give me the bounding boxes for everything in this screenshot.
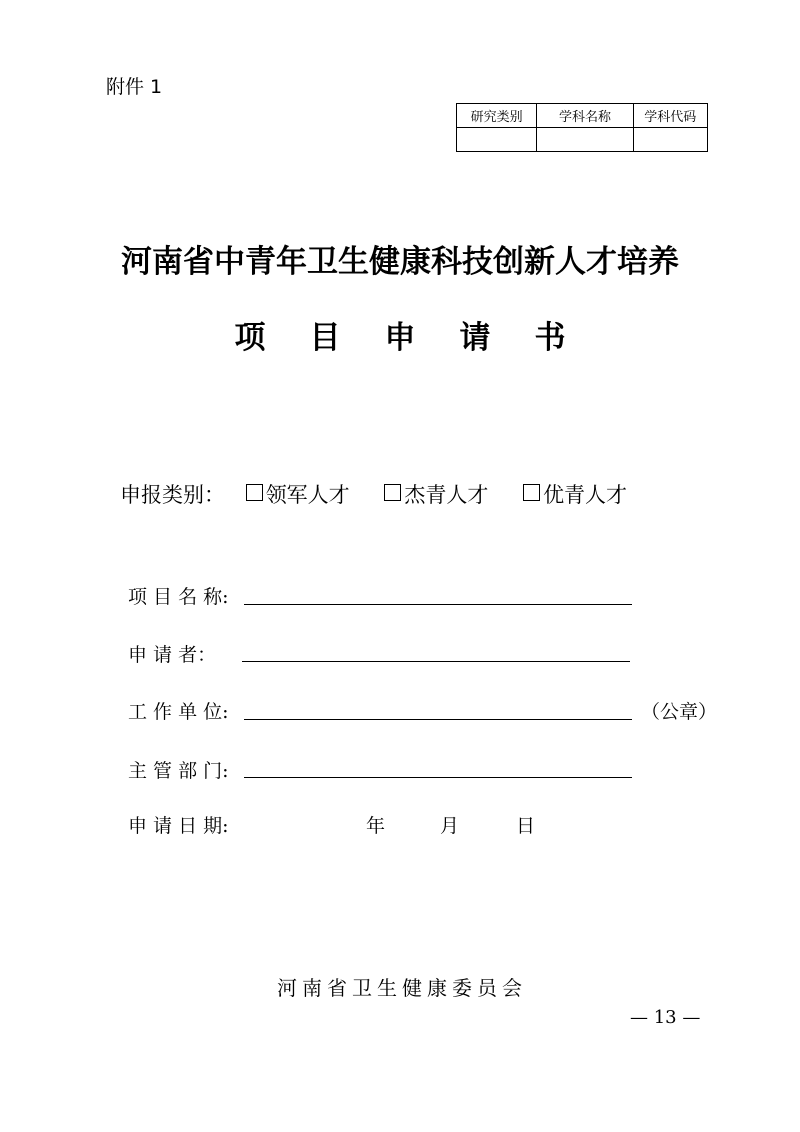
category-option-outstanding-youth[interactable] [384, 483, 488, 507]
application-category [120, 479, 627, 509]
subtitle-char: 申 [384, 320, 416, 356]
discipline-name-cell[interactable] [537, 128, 633, 152]
supervisor-field[interactable] [244, 777, 632, 778]
category-option-leading[interactable] [246, 483, 350, 507]
research-category-header: 研究类别 [457, 104, 537, 128]
category-option-excellent-youth[interactable] [523, 483, 627, 507]
subtitle-char: 请 [459, 320, 491, 356]
checkbox-icon[interactable] [246, 484, 263, 501]
application-date-label: 申 请 日 期: [128, 815, 229, 837]
option-label: 优青人才 [543, 483, 628, 507]
work-unit-label: 工 作 单 位: [128, 701, 229, 723]
classification-header-row [457, 104, 708, 128]
page-number: — 13 — [630, 1007, 701, 1028]
discipline-code-header: 学科代码 [633, 104, 707, 128]
discipline-code-cell[interactable] [633, 128, 707, 152]
date-year-label: 年 [366, 815, 386, 837]
issuing-authority: 河南省卫生健康委员会 [277, 976, 527, 1000]
attachment-label: 附件 1 [106, 76, 163, 98]
supervisor-label: 主 管 部 门: [128, 760, 229, 782]
option-label: 领军人才 [265, 483, 350, 507]
discipline-name-header: 学科名称 [537, 104, 633, 128]
applicant-field[interactable] [242, 661, 630, 662]
work-unit-field[interactable] [244, 719, 632, 720]
date-day-label: 日 [516, 815, 536, 837]
subtitle-char: 目 [309, 320, 341, 356]
date-month-label: 月 [440, 815, 460, 837]
document-title: 河南省中青年卫生健康科技创新人才培养 [121, 244, 679, 280]
official-seal-note: （公章） [641, 701, 718, 723]
option-label: 杰青人才 [404, 483, 489, 507]
subtitle-char: 项 [234, 320, 266, 356]
category-label: 申报类别： [120, 483, 225, 507]
subtitle-char: 书 [534, 320, 566, 356]
classification-table [456, 103, 708, 152]
checkbox-icon[interactable] [384, 484, 401, 501]
checkbox-icon[interactable] [523, 484, 540, 501]
applicant-label: 申 请 者： [128, 644, 217, 666]
document-subtitle [0, 312, 800, 357]
research-category-cell[interactable] [457, 128, 537, 152]
classification-value-row [457, 128, 708, 152]
project-name-label: 项 目 名 称: [128, 586, 229, 608]
project-name-field[interactable] [244, 604, 632, 605]
